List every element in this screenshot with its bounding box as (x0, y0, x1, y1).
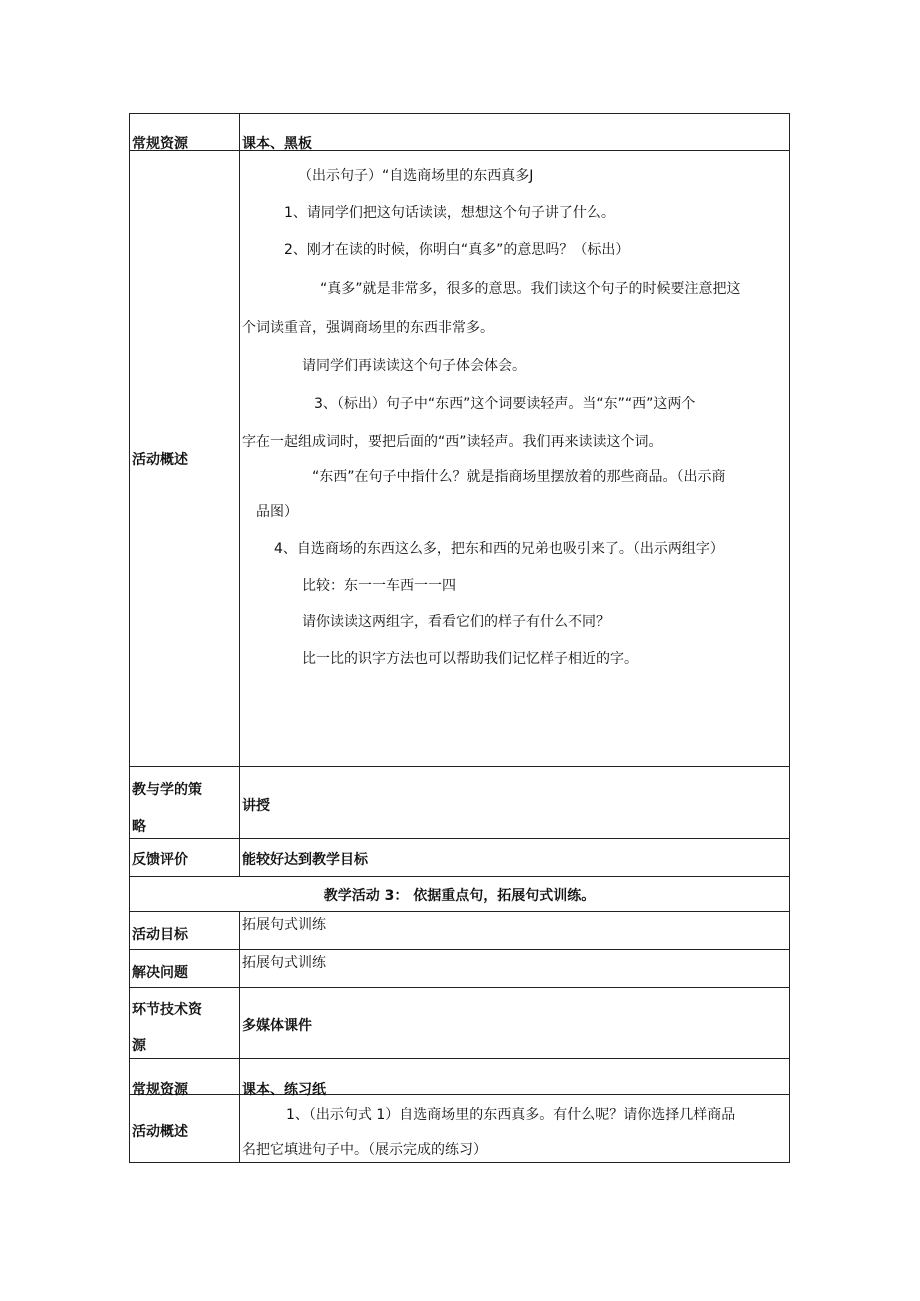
label-teaching-strategy: 教与学的策 略 (130, 767, 240, 838)
value-tech-resources: 多媒体课件 (242, 1018, 312, 1034)
row-activity-overview-2 (129, 1095, 790, 1163)
row-activity-overview (129, 151, 790, 767)
overview-line-1: （出示句子）“自选商场里的东西真多J (298, 168, 534, 184)
label-activity-overview-2: 活动概述 (130, 1095, 240, 1162)
overview-line-6: 请同学们再读读这个句子体会体会。 (302, 358, 526, 374)
activity-overview-2-content (240, 1095, 789, 1162)
value-regular-resources: 课本、黑板 (242, 136, 312, 152)
value-regular-resources-2: 课本、练习纸 (242, 1082, 326, 1098)
label-feedback: 反馈评价 (130, 839, 240, 876)
row-regular-resources-2 (129, 1059, 790, 1098)
value-teaching-strategy: 讲授 (242, 798, 270, 814)
row-teaching-strategy (129, 767, 790, 839)
value-problem-solving: 拓展句式训练 (242, 955, 326, 971)
overview-line-11: 4、自选商场的东西这么多，把东和西的兄弟也吸引来了。（出示两组字） (274, 541, 724, 557)
overview-line-4: “真多”就是非常多，很多的意思。我们读这个句子的时候要注意把这 (320, 281, 741, 297)
overview-line-5: 个词读重音，强调商场里的东西非常多。 (242, 320, 494, 336)
value-feedback: 能较好达到教学目标 (242, 852, 368, 868)
label-regular-resources: 常规资源 (130, 114, 240, 150)
label-activity-goal: 活动目标 (130, 912, 240, 949)
overview2-line-2: 名把它填进句子中。（展示完成的练习） (242, 1142, 487, 1158)
label-activity-overview: 活动概述 (130, 151, 240, 766)
overview-line-7: 3、（标出）句子中“东西”这个词要读轻声。当“东”“西”这两个 (314, 396, 696, 412)
activity-3-title: 教学活动 3： 依据重点句，拓展句式训练。 (323, 888, 596, 904)
row-activity-goal (129, 912, 790, 950)
label-tech-resources: 环节技术资 源 (130, 988, 240, 1058)
overview-line-3: 2、刚才在读的时候，你明白“真多”的意思吗？（标出） (284, 242, 630, 258)
overview-line-14: 比一比的识字方法也可以帮助我们记忆样子相近的字。 (302, 651, 638, 667)
overview-line-12: 比较：东一一车西一一四 (302, 578, 456, 594)
overview-line-8: 字在一起组成词时，要把后面的“西”读轻声。我们再来读读这个词。 (242, 434, 663, 450)
overview-line-13: 请你读读这两组字，看看它们的样子有什么不同？ (302, 614, 610, 630)
row-activity-3-title (129, 877, 790, 912)
overview-line-10: 品图） (256, 504, 298, 520)
label-regular-resources-2: 常规资源 (130, 1059, 240, 1094)
row-regular-resources (129, 113, 790, 151)
lesson-plan-table (129, 113, 790, 1163)
label-problem-solving: 解决问题 (130, 950, 240, 987)
row-problem-solving (129, 950, 790, 988)
overview-line-2: 1、请同学们把这句话读读，想想这个句子讲了什么。 (284, 205, 615, 221)
overview2-line-1: 1、（出示句式 1）自选商场里的东西真多。有什么呢？请你选择几样商品 (286, 1107, 736, 1123)
row-feedback (129, 839, 790, 877)
activity-overview-content (240, 151, 789, 766)
row-tech-resources (129, 988, 790, 1059)
value-activity-goal: 拓展句式训练 (242, 917, 326, 933)
overview-line-9: “东西”在句子中指什么？就是指商场里摆放着的那些商品。（出示商 (312, 469, 726, 485)
